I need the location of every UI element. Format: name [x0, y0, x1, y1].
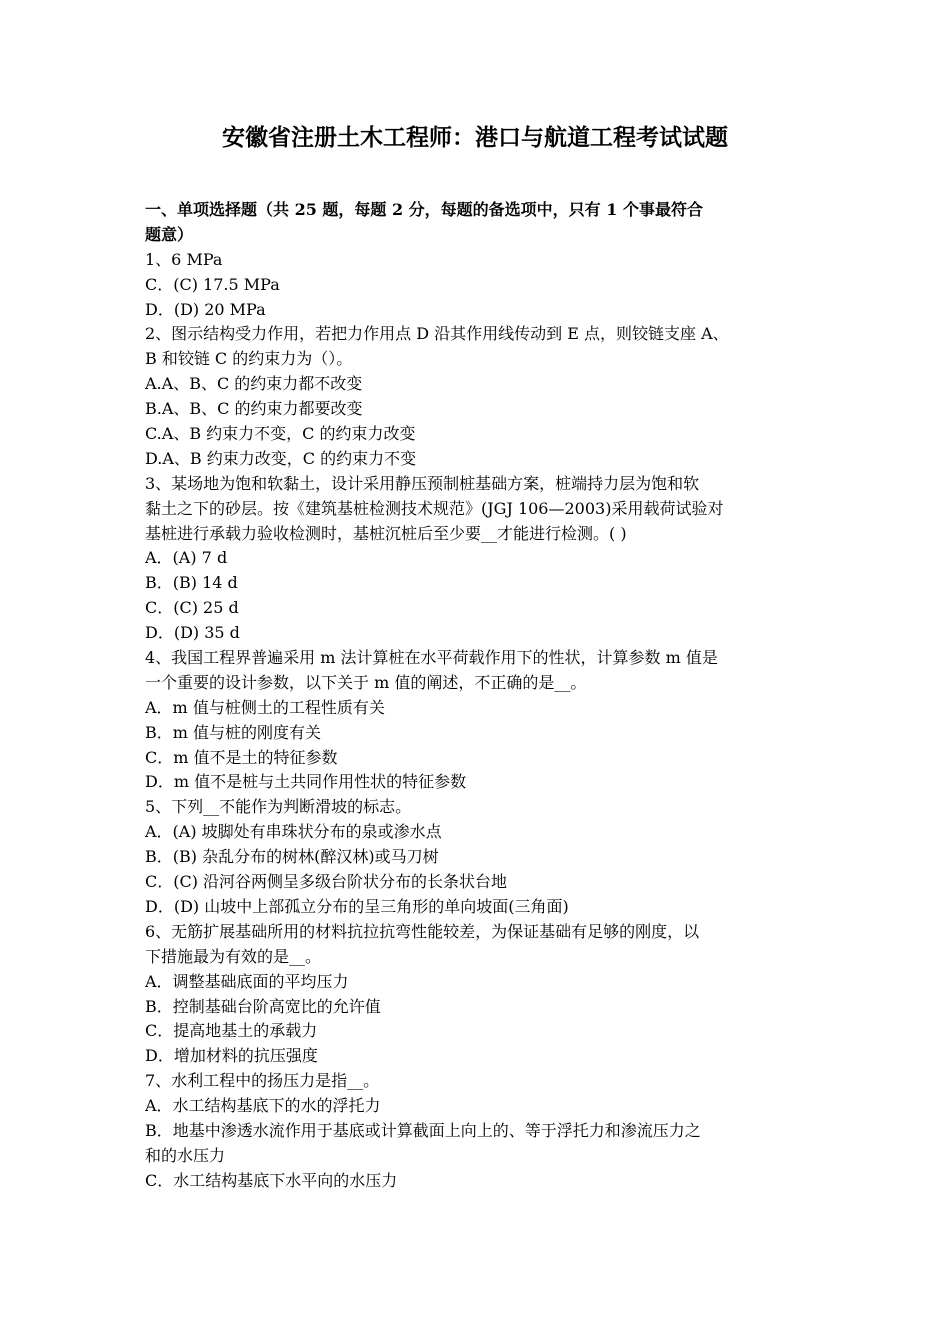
text-line: C．水工结构基底下水平向的水压力	[145, 1170, 398, 1190]
text-line: 5、下列__不能作为判断滑坡的标志。	[145, 797, 412, 817]
text-line: A．调整基础底面的平均压力	[145, 971, 349, 991]
text-line: C．(C) 沿河谷两侧呈多级台阶状分布的长条状台地	[145, 872, 508, 892]
text-line: 1、6 MPa	[145, 249, 223, 269]
text-line: C．(C) 17.5 MPa	[145, 274, 280, 294]
document-body	[145, 198, 810, 1194]
text-line: 黏土之下的砂层。按《建筑基桩检测技术规范》(JGJ 106—2003)采用载荷试验对	[145, 498, 724, 518]
text-line: 6、无筋扩展基础所用的材料抗拉抗弯性能较差，为保证基础有足够的刚度，以	[145, 921, 700, 941]
text-line: A．m 值与桩侧土的工程性质有关	[145, 697, 385, 717]
section-heading-line: 题意）	[145, 224, 194, 244]
text-line: 3、某场地为饱和软黏土，设计采用静压预制桩基础方案，桩端持力层为饱和软	[145, 473, 700, 493]
page-title: 安徽省注册土木工程师：港口与航道工程考试试题	[222, 124, 728, 151]
text-line: A．(A) 坡脚处有串珠状分布的泉或渗水点	[145, 822, 442, 842]
text-line: C.A、B 约束力不变，C 的约束力改变	[145, 424, 416, 444]
text-line: A．水工结构基底下的水的浮托力	[145, 1096, 381, 1116]
text-line: B．(B) 杂乱分布的树林(醉汉林)或马刀树	[145, 847, 439, 867]
text-line: 下措施最为有效的是__。	[145, 946, 322, 966]
text-line: A.A、B、C 的约束力都不改变	[145, 374, 363, 394]
text-line: D.A、B 约束力改变，C 的约束力不变	[145, 448, 417, 468]
text-line: B．(B) 14 d	[145, 573, 238, 593]
text-line: 一个重要的设计参数，以下关于 m 值的阐述，不正确的是__。	[145, 672, 587, 692]
text-line: B．m 值与桩的刚度有关	[145, 722, 322, 742]
text-line: D．m 值不是桩与土共同作用性状的特征参数	[145, 772, 467, 792]
text-line: D．(D) 35 d	[145, 623, 240, 643]
text-line: D．增加材料的抗压强度	[145, 1046, 318, 1066]
text-line: C．m 值不是土的特征参数	[145, 747, 338, 767]
text-line: B．地基中渗透水流作用于基底或计算截面上向上的、等于浮托力和渗流压力之	[145, 1120, 701, 1140]
text-line: D．(D) 山坡中上部孤立分布的呈三角形的单向坡面(三角面)	[145, 896, 569, 916]
text-line: A．(A) 7 d	[145, 548, 228, 568]
text-line: 2、图示结构受力作用，若把力作用点 D 沿其作用线传动到 E 点，则铰链支座 A、	[145, 324, 729, 344]
text-line: C．(C) 25 d	[145, 598, 239, 618]
text-line: 7、水利工程中的扬压力是指__。	[145, 1071, 380, 1091]
text-line: B．控制基础台阶高宽比的允许值	[145, 996, 381, 1016]
text-line: B.A、B、C 的约束力都要改变	[145, 399, 363, 419]
text-line: C．提高地基土的承载力	[145, 1021, 318, 1041]
text-line: 4、我国工程界普遍采用 m 法计算桩在水平荷载作用下的性状，计算参数 m 值是	[145, 648, 718, 668]
text-line: D．(D) 20 MPa	[145, 299, 266, 319]
text-line: B 和铰链 C 的约束力为（）。	[145, 349, 353, 369]
section-heading-line: 一、单项选择题（共 25 题，每题 2 分，每题的备选项中，只有 1 个事最符合	[145, 200, 703, 219]
text-line: 和的水压力	[145, 1145, 226, 1165]
text-line: 基桩进行承载力验收检测时，基桩沉桩后至少要__才能进行检测。( )	[145, 523, 627, 543]
